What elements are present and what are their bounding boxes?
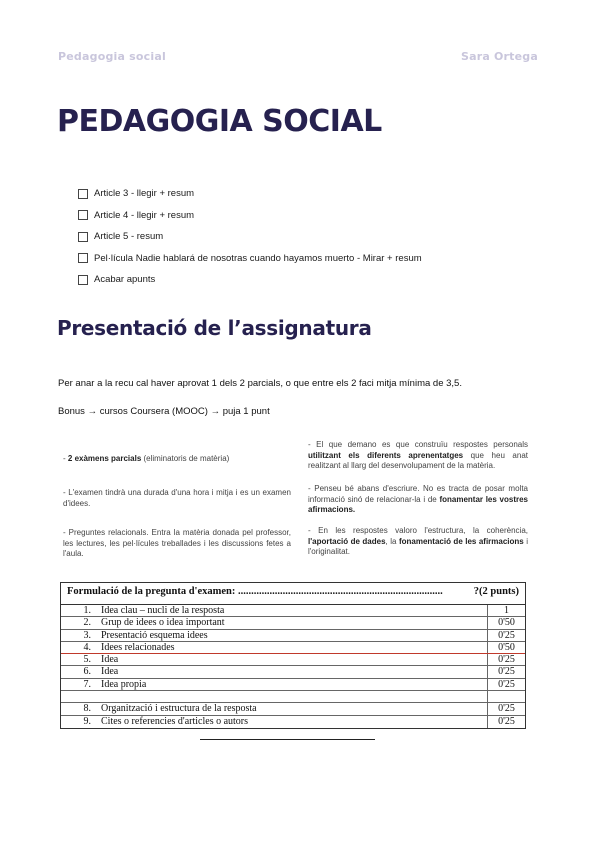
divider: [200, 739, 375, 740]
todo-label: Article 4 - llegir + resum: [94, 209, 195, 221]
row-number: 7.: [83, 678, 91, 690]
row-label: Idea: [101, 666, 119, 678]
todo-list: [78, 183, 422, 291]
todo-label: Article 3 - llegir + resum: [94, 188, 195, 200]
row-label: Idea: [101, 654, 119, 666]
row-number: 5.: [83, 654, 91, 666]
exam-header: [61, 583, 525, 605]
row-number: 6.: [83, 666, 91, 678]
todo-item[interactable]: [78, 226, 422, 248]
text: El que demano es que construïu respostes personals: [316, 440, 528, 449]
paragraph-bonus: Bonus → cursos Coursera (MOOC) → puja 1 punt: [58, 406, 270, 417]
bold-text: 2 exàmens parcials: [67, 454, 142, 463]
left-item-2: - L'examen tindrà una durada d'una hora i mitja i es un examen d'idees.: [63, 488, 291, 508]
page-title: PEDAGOGIA SOCIAL: [57, 104, 382, 139]
row-label: Presentació esquema idees: [101, 629, 208, 641]
right-item-3: - En les respostes valoro l'estructura, la coherència, l'aportació de dades, la fonamentació de les afirmacions i l'originalitat.: [308, 526, 528, 556]
row-value: 0'50: [487, 617, 525, 628]
row-number: 1.: [83, 605, 91, 616]
checkbox[interactable]: [78, 232, 88, 242]
row-value: 0'25: [487, 679, 525, 690]
header-left: Pedagogia social: [58, 50, 166, 63]
todo-label: Acabar apunts: [94, 274, 156, 286]
table-row: [61, 716, 525, 728]
row-value: [487, 691, 525, 702]
text: que heu anat realitzant al llarg del desenvolupament de la matèria.: [308, 450, 529, 470]
checkbox[interactable]: [78, 275, 88, 285]
text: En les respostes valoro l'estructura, la coherència,: [318, 526, 528, 535]
row-number: 9.: [83, 715, 91, 727]
left-item-3: - Preguntes relacionals. Entra la matèria donada pel professor, les lectures, les pel·lícules treballades i les discussions fetes a l'aula.: [63, 528, 292, 558]
todo-item[interactable]: [78, 248, 422, 270]
paragraph-recu: Per anar a la recu cal haver aprovat 1 dels 2 parcials, o que entre els 2 faci mitja mínima de 3,5.: [58, 378, 462, 389]
text: Penseu bé abans d'escriure. No es tracta de posar molta informació sinó de relacionar-la i de: [308, 484, 528, 504]
row-value: 0'50: [487, 642, 525, 653]
row-value: 1: [487, 605, 525, 616]
table-row: [61, 679, 525, 691]
todo-item[interactable]: [78, 183, 422, 205]
exam-points: ?(2 punts): [473, 586, 519, 597]
row-number: 3.: [83, 629, 91, 641]
row-value: 0'25: [487, 654, 525, 665]
bold-text: utilitzant els diferents aprenentatges: [308, 450, 464, 460]
table-row: [61, 703, 525, 715]
row-number: 2.: [83, 617, 91, 629]
checkbox[interactable]: [78, 210, 88, 220]
table-row: [61, 666, 525, 678]
bold-text: l'aportació de dades: [308, 536, 386, 546]
checkbox[interactable]: [78, 253, 88, 263]
text: (eliminatoris de matèria): [141, 454, 230, 463]
text: i l'originalitat.: [308, 536, 528, 556]
todo-item[interactable]: [78, 269, 422, 291]
bold-text: fonamentació de les afirmacions: [398, 536, 524, 546]
table-row: [61, 605, 525, 617]
checkbox[interactable]: [78, 189, 88, 199]
table-row: [61, 630, 525, 642]
exam-title: Formulació de la pregunta d'examen: ..............................................................................: [67, 586, 443, 597]
row-value: 0'25: [487, 666, 525, 677]
row-value: 0'25: [487, 630, 525, 641]
table-row: [61, 642, 525, 654]
row-label: Idees relacionades: [101, 641, 175, 653]
table-row: [61, 654, 525, 666]
table-row: [61, 691, 525, 703]
row-label: Idea propia: [101, 678, 147, 690]
text: L'examen tindrà una durada d'una hora i mitja i es un examen d'idees.: [63, 488, 291, 508]
table-row: [61, 617, 525, 629]
row-value: 0'25: [487, 716, 525, 728]
row-label: [97, 691, 487, 702]
row-label: Idea clau – nucli de la resposta: [101, 605, 225, 616]
row-value: 0'25: [487, 703, 525, 714]
todo-item[interactable]: [78, 205, 422, 227]
row-number: 8.: [83, 703, 91, 715]
text: Preguntes relacionals. Entra la matèria donada pel professor, les lectures, les pel·lícules treballades i les discussions fetes a l'aula.: [63, 528, 292, 558]
section-title: Presentació de l’assignatura: [57, 316, 372, 340]
todo-label: Article 5 - resum: [94, 231, 164, 243]
bold-text: fonamentar les vostres afirmacions.: [308, 494, 528, 514]
row-label: Organització i estructura de la resposta: [101, 703, 257, 715]
right-item-2: - Penseu bé abans d'escriure. No es tracta de posar molta informació sinó de relacionar-la i de fonamentar les vostres afirmacions.: [308, 484, 528, 514]
text: , la: [385, 536, 399, 546]
header-right: Sara Ortega: [460, 50, 538, 63]
left-item-1: - 2 exàmens parcials (eliminatoris de matèria): [63, 454, 230, 463]
row-label: Cites o referencies d'articles o autors: [101, 715, 249, 727]
row-label: Grup de idees o idea important: [101, 617, 225, 629]
todo-label: Pel·lícula Nadie hablará de nosotras cuando hayamos muerto - Mirar + resum: [94, 252, 422, 264]
exam-rubric-table: [60, 582, 526, 729]
right-item-1: - El que demano es que construïu respostes personals utilitzant els diferents aprenentatges que heu anat realitzant al llarg del desenvolupament de la matèria.: [308, 440, 529, 470]
row-number: [61, 691, 97, 702]
row-number: 4.: [83, 641, 91, 653]
